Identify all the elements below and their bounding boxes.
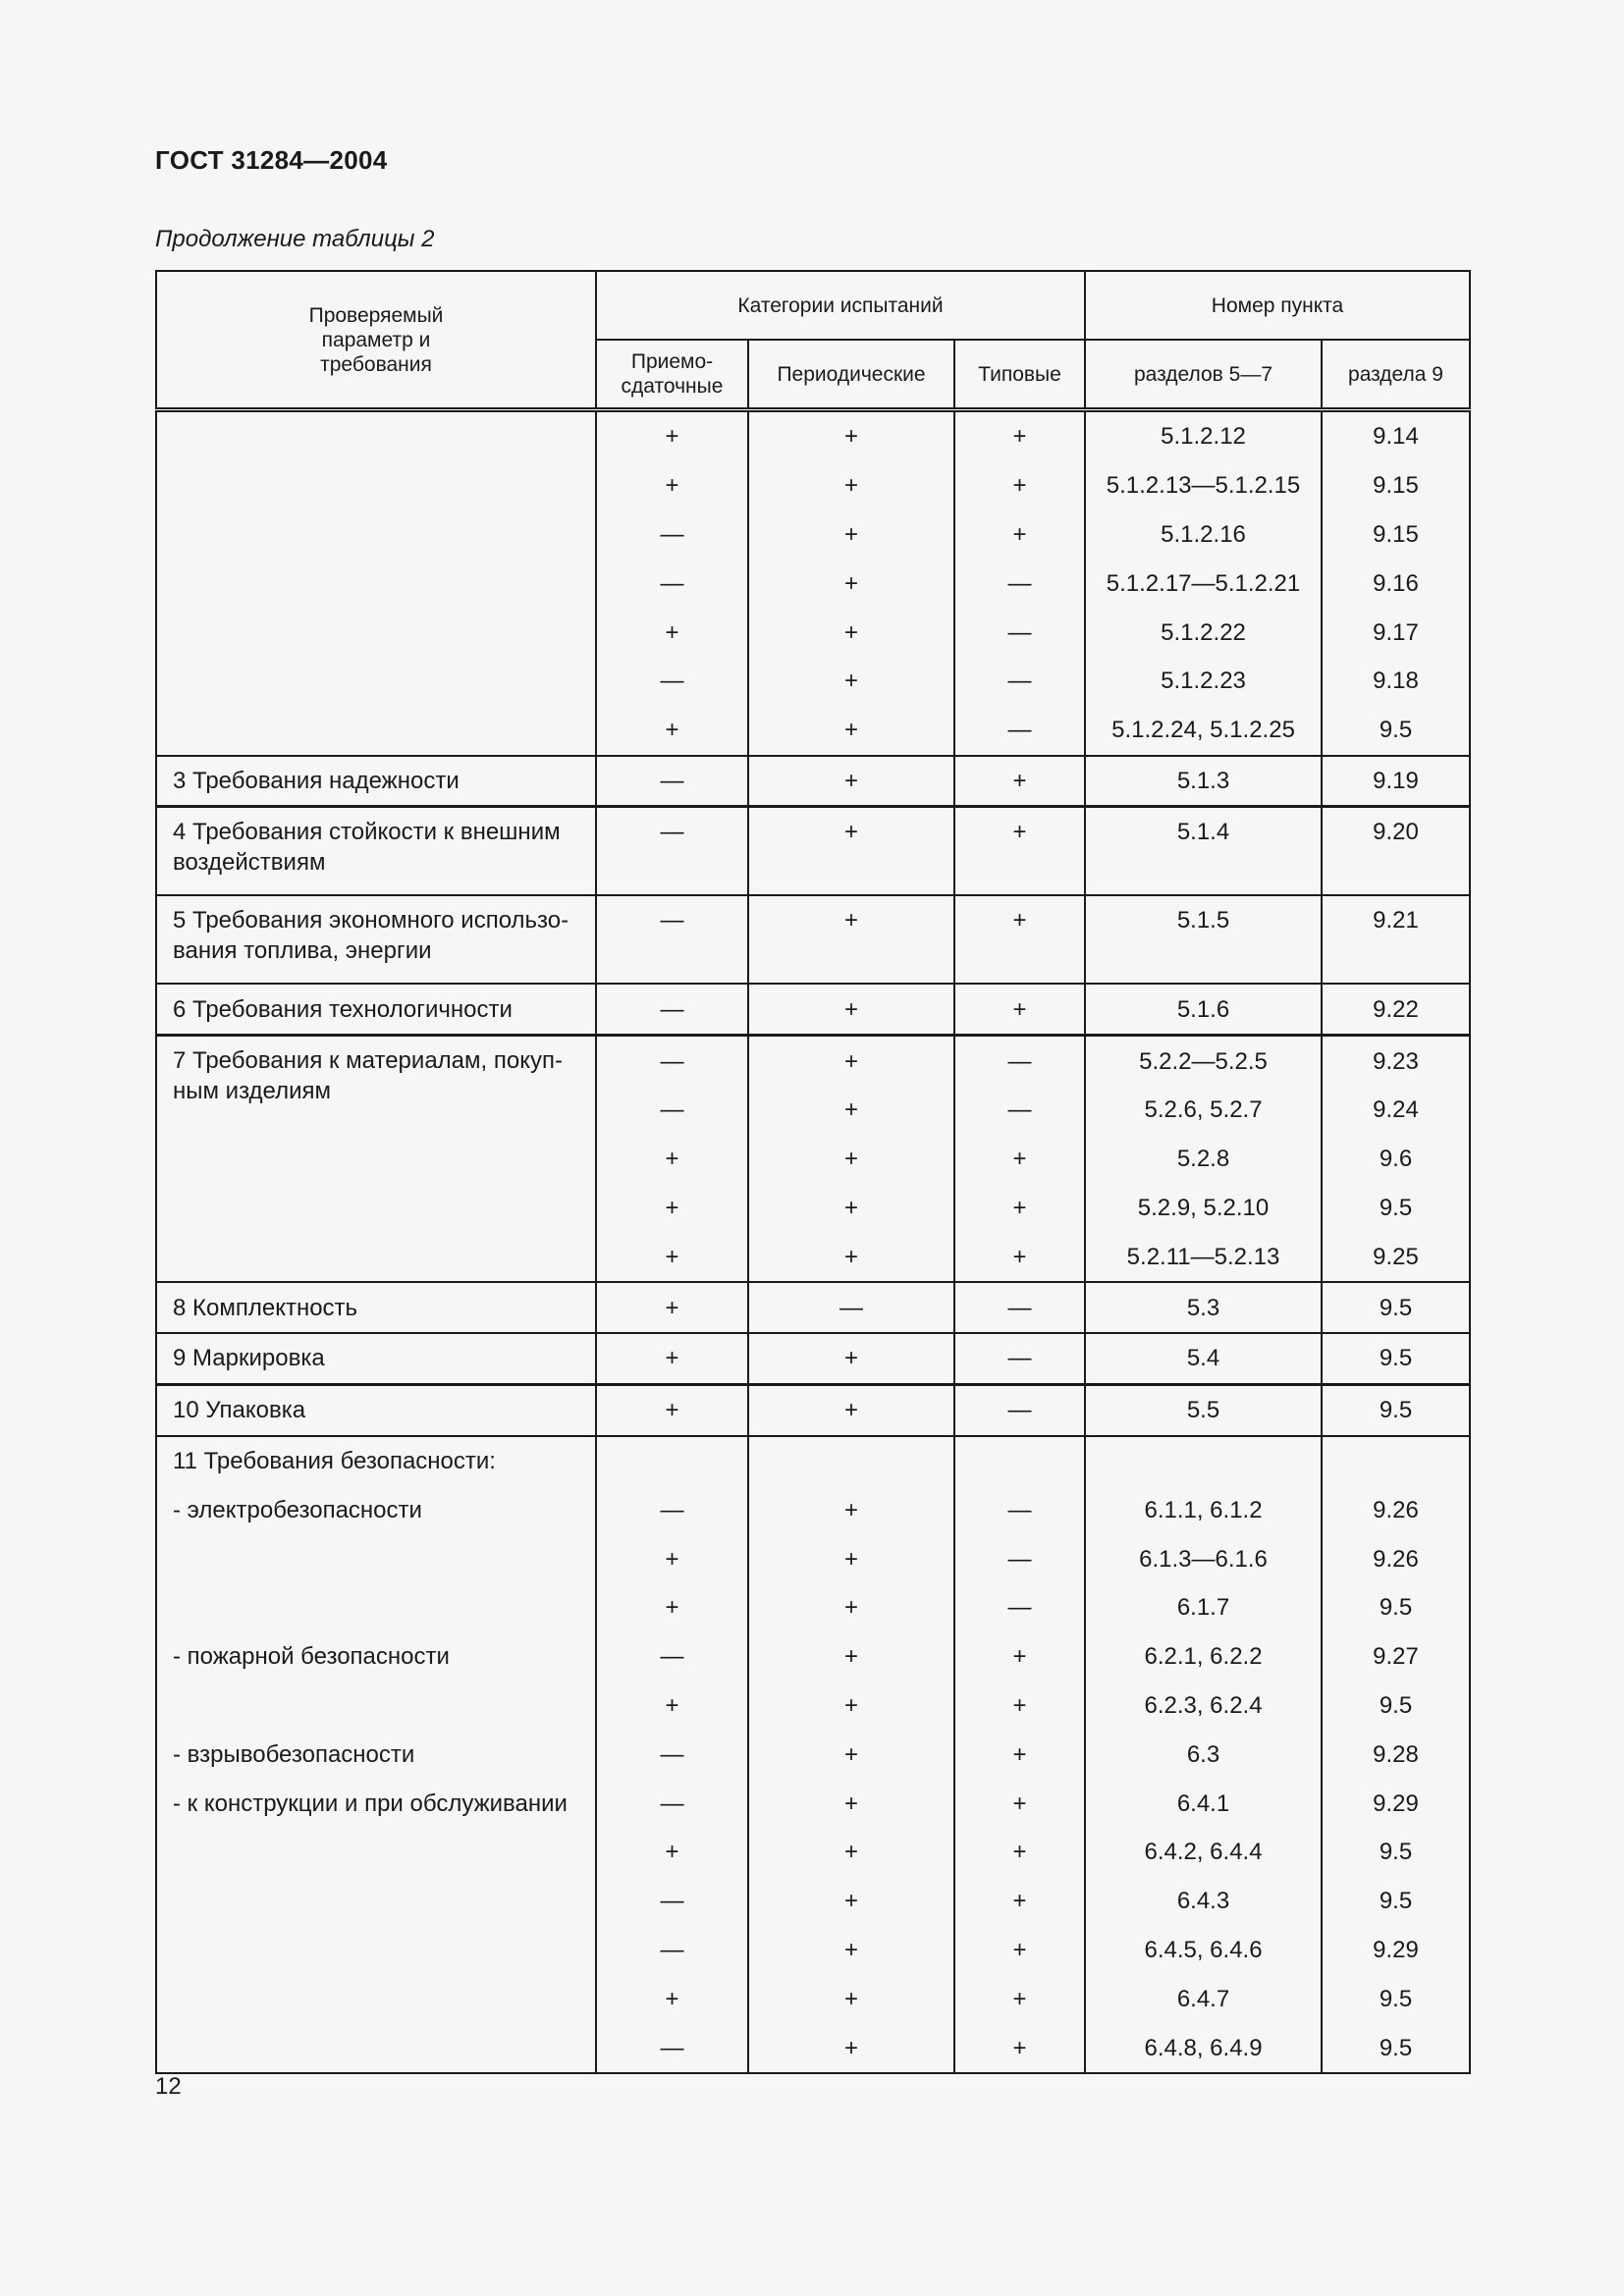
table-body	[156, 410, 1470, 2073]
table-row	[156, 1632, 1470, 1682]
cell-type: —	[954, 706, 1085, 756]
row-name	[156, 1828, 596, 1877]
cell-acceptance: —	[596, 807, 748, 896]
cell-section-9: 9.17	[1322, 608, 1470, 657]
row-name: 9 Маркировка	[156, 1333, 596, 1384]
cell-periodic	[748, 1436, 954, 1486]
cell-type: +	[954, 1926, 1085, 1975]
cell-section-9: 9.29	[1322, 1926, 1470, 1975]
table-row	[156, 1828, 1470, 1877]
cell-type: +	[954, 1974, 1085, 2023]
cell-periodic: +	[748, 807, 954, 896]
cell-acceptance: +	[596, 1974, 748, 2023]
row-name	[156, 559, 596, 608]
cell-periodic: +	[748, 657, 954, 706]
cell-section-9: 9.6	[1322, 1135, 1470, 1184]
cell-section-9: 9.5	[1322, 1333, 1470, 1384]
header-param: Проверяемый параметр и требования	[156, 271, 596, 410]
cell-sections-5-7: 5.1.2.13—5.1.2.15	[1085, 461, 1322, 510]
table-row	[156, 1036, 1470, 1086]
cell-section-9	[1322, 1436, 1470, 1486]
cell-acceptance: +	[596, 1384, 748, 1435]
cell-section-9: 9.27	[1322, 1632, 1470, 1682]
table-row	[156, 1974, 1470, 2023]
cell-type: —	[954, 1282, 1085, 1333]
row-name	[156, 410, 596, 461]
header-acceptance: Приемо-сдаточные	[596, 340, 748, 410]
row-name	[156, 1682, 596, 1731]
cell-acceptance: —	[596, 657, 748, 706]
header-sections-5-7: разделов 5—7	[1085, 340, 1322, 410]
cell-section-9: 9.5	[1322, 1828, 1470, 1877]
cell-periodic: +	[748, 1730, 954, 1779]
cell-type: +	[954, 984, 1085, 1035]
cell-type: +	[954, 1779, 1085, 1828]
document-title: ГОСТ 31284—2004	[155, 145, 388, 175]
cell-type: —	[954, 559, 1085, 608]
cell-type: —	[954, 1583, 1085, 1632]
row-name: 4 Требования стойкости к внешним воздействиям	[156, 807, 596, 896]
table-row	[156, 559, 1470, 608]
table-row	[156, 1682, 1470, 1731]
page-number: 12	[155, 2073, 182, 2100]
cell-section-9: 9.26	[1322, 1534, 1470, 1583]
cell-periodic: +	[748, 1974, 954, 2023]
cell-sections-5-7: 5.1.2.16	[1085, 510, 1322, 560]
cell-sections-5-7: 5.2.6, 5.2.7	[1085, 1086, 1322, 1135]
cell-periodic: +	[748, 1384, 954, 1435]
cell-sections-5-7: 6.3	[1085, 1730, 1322, 1779]
cell-periodic: +	[748, 410, 954, 461]
cell-acceptance: +	[596, 1682, 748, 1731]
cell-periodic: +	[748, 510, 954, 560]
cell-acceptance: —	[596, 2023, 748, 2073]
table-row	[156, 1282, 1470, 1333]
cell-type: +	[954, 1232, 1085, 1282]
cell-type: +	[954, 510, 1085, 560]
cell-section-9: 9.14	[1322, 410, 1470, 461]
cell-acceptance: +	[596, 410, 748, 461]
cell-sections-5-7: 5.1.3	[1085, 756, 1322, 807]
cell-sections-5-7: 5.1.4	[1085, 807, 1322, 896]
cell-sections-5-7	[1085, 1436, 1322, 1486]
cell-sections-5-7: 6.2.1, 6.2.2	[1085, 1632, 1322, 1682]
cell-type: +	[954, 1184, 1085, 1233]
cell-acceptance: —	[596, 1730, 748, 1779]
cell-sections-5-7: 5.1.2.24, 5.1.2.25	[1085, 706, 1322, 756]
table-row	[156, 1436, 1470, 1486]
cell-type: —	[954, 1036, 1085, 1086]
row-name	[156, 1877, 596, 1926]
cell-section-9: 9.23	[1322, 1036, 1470, 1086]
cell-type: —	[954, 608, 1085, 657]
cell-sections-5-7: 6.4.2, 6.4.4	[1085, 1828, 1322, 1877]
table-row	[156, 1926, 1470, 1975]
cell-acceptance: +	[596, 1184, 748, 1233]
cell-type: —	[954, 1333, 1085, 1384]
cell-section-9: 9.15	[1322, 510, 1470, 560]
row-name: 5 Требования экономного использо-вания топлива, энергии	[156, 895, 596, 984]
cell-type: +	[954, 807, 1085, 896]
cell-type: +	[954, 756, 1085, 807]
cell-acceptance: —	[596, 1485, 748, 1534]
cell-acceptance: +	[596, 1534, 748, 1583]
table-row	[156, 706, 1470, 756]
row-name	[156, 461, 596, 510]
cell-acceptance: —	[596, 1926, 748, 1975]
cell-section-9: 9.5	[1322, 1282, 1470, 1333]
row-name: 6 Требования технологичности	[156, 984, 596, 1035]
cell-sections-5-7: 5.1.2.23	[1085, 657, 1322, 706]
cell-sections-5-7: 6.1.3—6.1.6	[1085, 1534, 1322, 1583]
row-name	[156, 1974, 596, 2023]
cell-section-9: 9.25	[1322, 1232, 1470, 1282]
table-row	[156, 895, 1470, 984]
cell-section-9: 9.26	[1322, 1485, 1470, 1534]
row-name	[156, 1583, 596, 1632]
cell-acceptance: —	[596, 1632, 748, 1682]
row-name: 7 Требования к материалам, покуп-ным изделиям	[156, 1036, 596, 1282]
header-categories: Категории испытаний	[596, 271, 1085, 340]
cell-periodic: +	[748, 2023, 954, 2073]
table-row	[156, 1534, 1470, 1583]
cell-sections-5-7: 5.4	[1085, 1333, 1322, 1384]
table-row	[156, 2023, 1470, 2073]
cell-periodic: —	[748, 1282, 954, 1333]
cell-section-9: 9.5	[1322, 1974, 1470, 2023]
cell-periodic: +	[748, 1036, 954, 1086]
cell-periodic: +	[748, 1828, 954, 1877]
row-name	[156, 608, 596, 657]
table-row	[156, 1333, 1470, 1384]
table-row	[156, 1730, 1470, 1779]
row-name	[156, 1534, 596, 1583]
cell-periodic: +	[748, 1485, 954, 1534]
cell-acceptance: +	[596, 706, 748, 756]
cell-sections-5-7: 5.1.5	[1085, 895, 1322, 984]
cell-section-9: 9.5	[1322, 2023, 1470, 2073]
cell-type: +	[954, 1632, 1085, 1682]
cell-sections-5-7: 6.2.3, 6.2.4	[1085, 1682, 1322, 1731]
cell-acceptance: —	[596, 510, 748, 560]
cell-type: +	[954, 1828, 1085, 1877]
cell-periodic: +	[748, 1779, 954, 1828]
table-row	[156, 1877, 1470, 1926]
cell-type: +	[954, 895, 1085, 984]
cell-sections-5-7: 5.1.2.17—5.1.2.21	[1085, 559, 1322, 608]
cell-acceptance: +	[596, 1583, 748, 1632]
table-row	[156, 807, 1470, 896]
cell-periodic: +	[748, 984, 954, 1035]
cell-acceptance: +	[596, 461, 748, 510]
cell-acceptance	[596, 1436, 748, 1486]
row-name	[156, 510, 596, 560]
row-name: - электробезопасности	[156, 1485, 596, 1534]
requirements-table	[155, 270, 1471, 2074]
cell-acceptance: —	[596, 1877, 748, 1926]
cell-periodic: +	[748, 608, 954, 657]
cell-section-9: 9.5	[1322, 1583, 1470, 1632]
cell-periodic: +	[748, 1184, 954, 1233]
cell-type: —	[954, 1534, 1085, 1583]
cell-periodic: +	[748, 1135, 954, 1184]
cell-periodic: +	[748, 1232, 954, 1282]
cell-section-9: 9.5	[1322, 1184, 1470, 1233]
row-name: 11 Требования безопасности:	[156, 1436, 596, 1486]
cell-periodic: +	[748, 1534, 954, 1583]
cell-sections-5-7: 5.3	[1085, 1282, 1322, 1333]
cell-acceptance: —	[596, 756, 748, 807]
row-name: - к конструкции и при обслуживании	[156, 1779, 596, 1828]
cell-periodic: +	[748, 756, 954, 807]
cell-periodic: +	[748, 1333, 954, 1384]
table-row	[156, 410, 1470, 461]
cell-sections-5-7: 6.4.5, 6.4.6	[1085, 1926, 1322, 1975]
table-row	[156, 461, 1470, 510]
cell-type: +	[954, 410, 1085, 461]
table-caption: Продолжение таблицы 2	[155, 226, 435, 252]
cell-acceptance: +	[596, 1232, 748, 1282]
table-row	[156, 1485, 1470, 1534]
table-row	[156, 984, 1470, 1035]
table-row	[156, 1384, 1470, 1435]
cell-section-9: 9.29	[1322, 1779, 1470, 1828]
row-name	[156, 2023, 596, 2073]
cell-periodic: +	[748, 1086, 954, 1135]
cell-section-9: 9.20	[1322, 807, 1470, 896]
table-row	[156, 608, 1470, 657]
cell-sections-5-7: 5.2.8	[1085, 1135, 1322, 1184]
header-type: Типовые	[954, 340, 1085, 410]
table-row	[156, 510, 1470, 560]
cell-sections-5-7: 6.1.1, 6.1.2	[1085, 1485, 1322, 1534]
cell-section-9: 9.24	[1322, 1086, 1470, 1135]
cell-periodic: +	[748, 559, 954, 608]
header-periodic: Периодические	[748, 340, 954, 410]
cell-sections-5-7: 6.4.7	[1085, 1974, 1322, 2023]
cell-section-9: 9.16	[1322, 559, 1470, 608]
table-row	[156, 657, 1470, 706]
header-section-9: раздела 9	[1322, 340, 1470, 410]
row-name: 3 Требования надежности	[156, 756, 596, 807]
row-name: 10 Упаковка	[156, 1384, 596, 1435]
cell-section-9: 9.18	[1322, 657, 1470, 706]
cell-type: +	[954, 1877, 1085, 1926]
row-name	[156, 706, 596, 756]
row-name: - пожарной безопасности	[156, 1632, 596, 1682]
cell-section-9: 9.5	[1322, 1682, 1470, 1731]
cell-periodic: +	[748, 1583, 954, 1632]
cell-sections-5-7: 5.2.2—5.2.5	[1085, 1036, 1322, 1086]
row-name	[156, 1926, 596, 1975]
cell-sections-5-7: 5.2.9, 5.2.10	[1085, 1184, 1322, 1233]
cell-acceptance: —	[596, 895, 748, 984]
cell-acceptance: +	[596, 1282, 748, 1333]
cell-sections-5-7: 6.4.8, 6.4.9	[1085, 2023, 1322, 2073]
cell-acceptance: —	[596, 1779, 748, 1828]
cell-periodic: +	[748, 706, 954, 756]
cell-acceptance: +	[596, 1333, 748, 1384]
table-row	[156, 1583, 1470, 1632]
cell-section-9: 9.19	[1322, 756, 1470, 807]
table-row	[156, 1779, 1470, 1828]
cell-type: +	[954, 2023, 1085, 2073]
cell-sections-5-7: 6.1.7	[1085, 1583, 1322, 1632]
cell-sections-5-7: 6.4.1	[1085, 1779, 1322, 1828]
cell-section-9: 9.21	[1322, 895, 1470, 984]
cell-periodic: +	[748, 461, 954, 510]
cell-acceptance: —	[596, 559, 748, 608]
cell-sections-5-7: 6.4.3	[1085, 1877, 1322, 1926]
cell-acceptance: —	[596, 984, 748, 1035]
cell-type: —	[954, 1384, 1085, 1435]
cell-sections-5-7: 5.2.11—5.2.13	[1085, 1232, 1322, 1282]
cell-periodic: +	[748, 895, 954, 984]
cell-type: —	[954, 657, 1085, 706]
row-name: - взрывобезопасности	[156, 1730, 596, 1779]
cell-type: +	[954, 1682, 1085, 1731]
cell-section-9: 9.22	[1322, 984, 1470, 1035]
cell-periodic: +	[748, 1877, 954, 1926]
row-name	[156, 657, 596, 706]
cell-acceptance: +	[596, 608, 748, 657]
row-name: 8 Комплектность	[156, 1282, 596, 1333]
cell-section-9: 9.5	[1322, 706, 1470, 756]
cell-sections-5-7: 5.5	[1085, 1384, 1322, 1435]
cell-type: —	[954, 1086, 1085, 1135]
cell-periodic: +	[748, 1682, 954, 1731]
cell-section-9: 9.5	[1322, 1877, 1470, 1926]
cell-sections-5-7: 5.1.2.22	[1085, 608, 1322, 657]
table-header	[156, 271, 1470, 410]
cell-section-9: 9.5	[1322, 1384, 1470, 1435]
cell-section-9: 9.15	[1322, 461, 1470, 510]
cell-sections-5-7: 5.1.6	[1085, 984, 1322, 1035]
table-row	[156, 756, 1470, 807]
cell-acceptance: +	[596, 1135, 748, 1184]
cell-acceptance: —	[596, 1086, 748, 1135]
cell-periodic: +	[748, 1926, 954, 1975]
cell-type: +	[954, 1730, 1085, 1779]
cell-sections-5-7: 5.1.2.12	[1085, 410, 1322, 461]
cell-type: +	[954, 461, 1085, 510]
cell-type: +	[954, 1135, 1085, 1184]
cell-acceptance: —	[596, 1036, 748, 1086]
cell-periodic: +	[748, 1632, 954, 1682]
cell-type: —	[954, 1485, 1085, 1534]
cell-section-9: 9.28	[1322, 1730, 1470, 1779]
cell-type	[954, 1436, 1085, 1486]
header-clause-number: Номер пункта	[1085, 271, 1470, 340]
cell-acceptance: +	[596, 1828, 748, 1877]
